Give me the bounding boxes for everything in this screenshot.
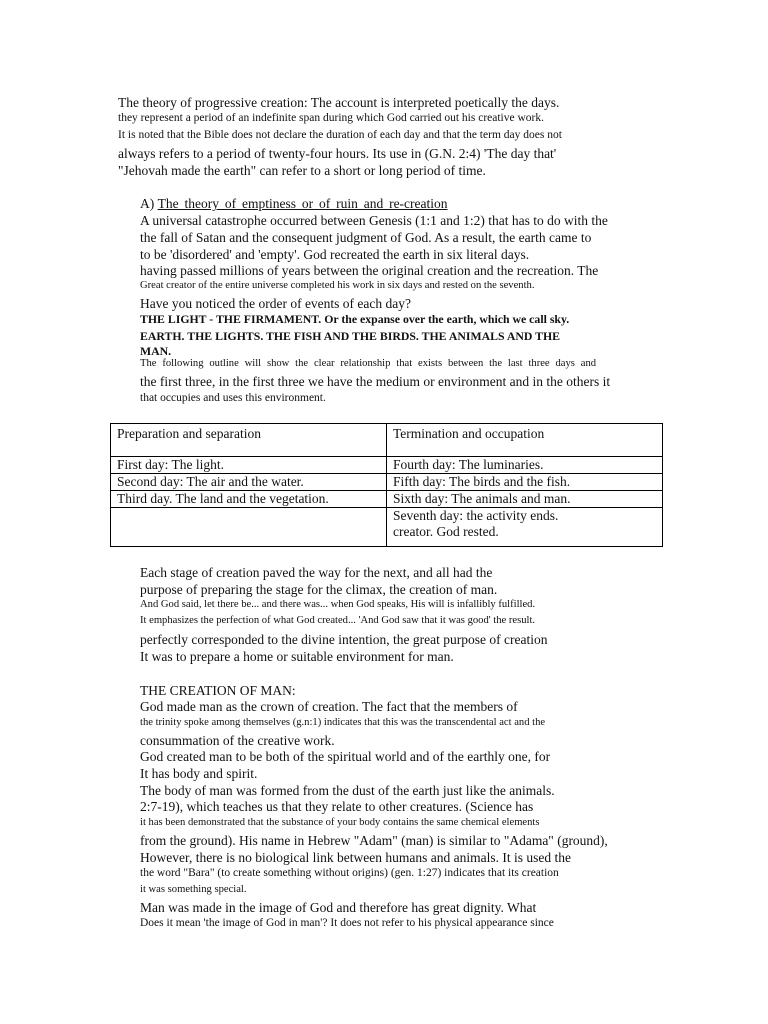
seventh-day-line-2: creator. God rested. — [393, 524, 499, 539]
man-line-5: It has body and spirit. — [140, 766, 258, 781]
section-a-line-2: the fall of Satan and the consequent judgment of God. As a result, the earth came to — [140, 230, 592, 245]
stage-line-3: And God said, let there be... and there was... when God speaks, His will is infallibly fulfilled. — [140, 599, 536, 610]
man-line-13: Man was made in the image of God and therefore has great dignity. What — [140, 900, 537, 915]
table-row — [111, 457, 663, 474]
table-header-left: Preparation and separation — [111, 424, 387, 457]
bold-line-3: MAN. — [140, 344, 172, 358]
section-a-line-4: having passed millions of years between the original creation and the recreation. The — [140, 263, 599, 278]
creation-of-man-heading: THE CREATION OF MAN: — [140, 683, 296, 698]
table-cell-seventh — [387, 508, 663, 547]
stage-line-2: purpose of preparing the stage for the climax, the creation of man. — [140, 582, 498, 597]
stage-line-1: Each stage of creation paved the way for the next, and all had the — [140, 565, 493, 580]
table-cell: First day: The light. — [111, 457, 387, 474]
intro-line-5: "Jehovah made the earth" can refer to a short or long period of time. — [118, 163, 486, 178]
bold-line-2: EARTH. THE LIGHTS. THE FISH AND THE BIRDS. THE ANIMALS AND THE — [140, 329, 561, 343]
man-line-3: consummation of the creative work. — [140, 733, 335, 748]
outline-line-1: The following outline will show the clear relationship that exists between the last three days and — [140, 358, 597, 369]
stage-line-6: It was to prepare a home or suitable environment for man. — [140, 649, 454, 664]
seventh-day-line-1: Seventh day: the activity ends. — [393, 508, 559, 523]
table-row — [111, 491, 663, 508]
man-line-10: However, there is no biological link between humans and animals. It is used the — [140, 850, 571, 865]
section-a-line-1: A universal catastrophe occurred between Genesis (1:1 and 1:2) that has to do with the — [140, 213, 608, 228]
outline-line-2: the first three, in the first three we have the medium or environment and in the others it — [140, 374, 611, 389]
bold-line-1: THE LIGHT - THE FIRMAMENT. Or the expanse over the earth, which we call sky. — [140, 312, 570, 326]
man-line-2: the trinity spoke among themselves (g.n:1) indicates that this was the transcendental act and the — [140, 717, 546, 728]
table-header-row — [111, 424, 663, 457]
man-line-9: from the ground). His name in Hebrew "Adam" (man) is similar to "Adama" (ground), — [140, 833, 608, 848]
section-a-line-5: Great creator of the entire universe completed his work in six days and rested on the seventh. — [140, 280, 535, 291]
table-cell-empty — [111, 508, 387, 547]
days-table — [110, 423, 663, 547]
outline-line-3: that occupies and uses this environment. — [140, 392, 326, 404]
section-a-heading — [140, 197, 448, 211]
section-a-line-6: Have you noticed the order of events of each day? — [140, 296, 412, 311]
man-line-12: it was something special. — [140, 884, 247, 895]
man-line-11: the word "Bara" (to create something without origins) (gen. 1:27) indicates that its creation — [140, 867, 559, 879]
table-cell: Second day: The air and the water. — [111, 474, 387, 491]
man-line-7: 2:7-19), which teaches us that they relate to other creatures. (Science has — [140, 799, 534, 814]
table-row-seventh — [111, 508, 663, 547]
table-row — [111, 474, 663, 491]
section-a-line-3: to be 'disordered' and 'empty'. God recreated the earth in six literal days. — [140, 247, 530, 262]
stage-line-5: perfectly corresponded to the divine intention, the great purpose of creation — [140, 632, 548, 647]
stage-line-4: It emphasizes the perfection of what God created... 'And God saw that it was good' the result. — [140, 615, 536, 626]
man-line-1: God made man as the crown of creation. The fact that the members of — [140, 699, 518, 714]
table-cell: Fourth day: The luminaries. — [387, 457, 663, 474]
intro-line-4: always refers to a period of twenty-four hours. Its use in (G.N. 2:4) 'The day that' — [118, 146, 557, 161]
man-line-6: The body of man was formed from the dust of the earth just like the animals. — [140, 783, 555, 798]
intro-line-2: they represent a period of an indefinite span during which God carried out his creative work. — [118, 112, 544, 124]
section-a-label: A) — [140, 196, 158, 211]
man-line-4: God created man to be both of the spiritual world and of the earthly one, for — [140, 749, 551, 764]
table-header-right: Termination and occupation — [387, 424, 663, 457]
man-line-8: it has been demonstrated that the substance of your body contains the same chemical elements — [140, 817, 540, 828]
section-a-title: The theory of emptiness or of ruin and re-creation — [157, 196, 448, 211]
table-cell: Fifth day: The birds and the fish. — [387, 474, 663, 491]
intro-line-1: The theory of progressive creation: The account is interpreted poetically the days. — [118, 95, 560, 110]
man-line-14: Does it mean 'the image of God in man'? It does not refer to his physical appearance since — [140, 917, 554, 929]
intro-line-3: It is noted that the Bible does not declare the duration of each day and that the term day does not — [118, 129, 562, 141]
table-cell: Sixth day: The animals and man. — [387, 491, 663, 508]
table-cell: Third day. The land and the vegetation. — [111, 491, 387, 508]
